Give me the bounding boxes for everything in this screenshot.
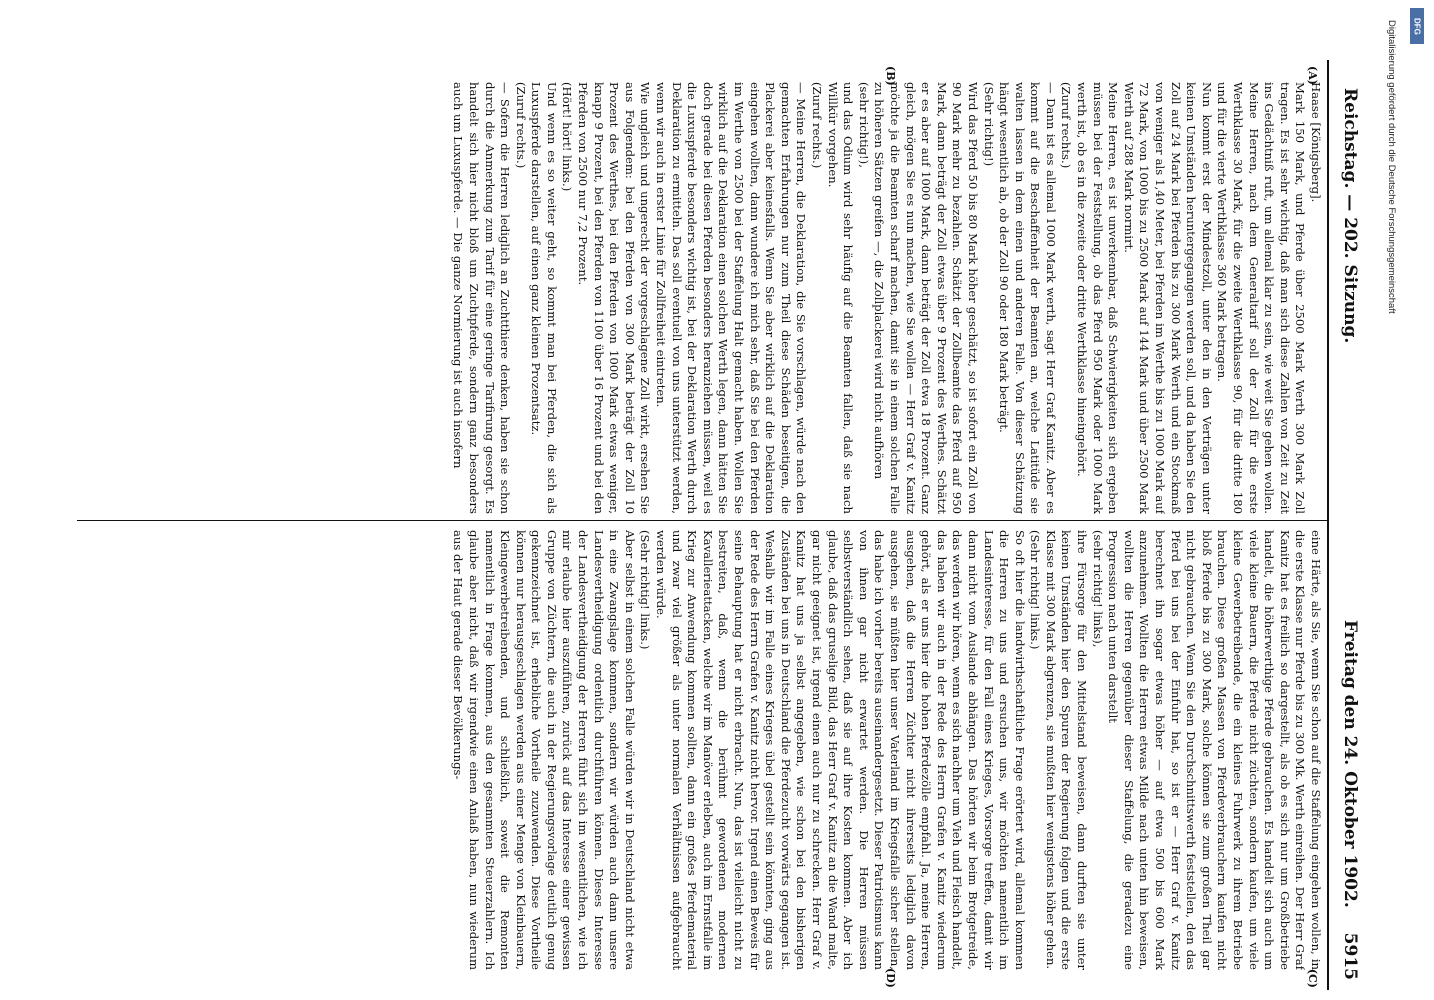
newspaper-page [77,60,1367,990]
margin-marker-d: (D) [884,968,897,988]
margin-marker-c: (C) [1306,968,1319,988]
running-header-date: Freitag den 24. Oktober 1902. [1340,620,1360,908]
margin-marker-a: (A) [1306,66,1319,85]
column-left-text: Haase [Königsberg]. Mark 150 Mark, und Pferde über 2500 Mark Werth 300 Mark Zoll tragen. Es ist sehr wichtig, daß man sich diese Zahlen von Zeit zu Zeit ins Gedächtniß ruft, um allemal klar zu sein, wie weit Sie gehen wollen. Meine Herren, nach dem Generaltarif soll der Zoll für die erste Werthklasse 30 Mark, für die zweite Werthklasse 90, für die dritte 180 und für die vierte Werthklasse 360 Mark betragen. Nun kommt erst der Mindestzoll, unter den in den Verträgen unter keinen Umständen heruntergegangen werden soll, und da haben Sie den Zoll auf 24 Mark bei Pferden bis zu 300 Mark Werth und ein Stockmaß von weniger als 1,40 Meter, bei Pferden im Werthe bis zu 1000 Mark auf 72 Mark, von 1000 bis zu 2500 Mark auf 144 Mark und über 2500 Mark Werth auf 288 Mark normirt. Meine Herren, es ist unverkennbar, daß Schwierigkeiten sich ergeben müssen bei der Feststellung, ob das Pferd 950 Mark oder 1000 Mark werth ist, ob es in die zweite oder dritte Werthklasse hineingehört. (Zuruf rechts.) — Dann ist es allemal 1000 Mark werth, sagt Herr Graf Kanitz. Aber es kommt auf die Beschaffenheit der Beamten an, welche Latitüde sie walten lassen in dem einen und anderen Falle. Von dieser Schätzung hängt wesentlich ab, ob der Zoll 90 oder 180 Mark beträgt. (Sehr richtig!) Wird das Pferd 50 bis 80 Mark höher geschätzt, so ist sofort ein Zoll von 90 Mark mehr zu bezahlen. Schätzt der Zollbeamte das Pferd auf 950 Mark, dann beträgt der Zoll etwas über 9 Prozent des Werthes. Schätzt er es aber auf 1000 Mark, dann beträgt der Zoll etwa 18 Prozent. Ganz gleich, mögen Sie es nun machen, wie Sie wollen — Herr Graf v. Kanitz möchte ja die Beamten scharf machen, damit sie in einem solchen Falle zu höheren Sätzen greifen —, die Zollplackerei wird nicht aufhören (sehr richtig!), und das Odium wird sehr häufig auf die Beamten fallen, daß sie nach Willkür vorgehen. (Zuruf rechts.) — Meine Herren, die Deklaration, die Sie vorschlagen, würde nach den gemachten Erfahrungen nur zum Theil diese Schäden beseitigen, die Plackerei aber keinesfalls. Wenn Sie aber wirklich auf die Deklaration eingehen wollten, dann wundere ich mich sehr, daß Sie bei den Pferden im Werthe von 2500 bei der Staffelung Halt gemacht haben. Wollen Sie wirklich auf die Deklaration einen solchen Werth legen, dann hätten Sie doch gerade bei diesen Pferden besonders heranziehen müssen, weil es die Luxuspferde besonders wichtig ist, bei der Deklaration Werth durch Deklaration zu ermitteln. Das soll eventuell von uns unterstützt werden, wenn wir auch in erster Linie für Zollfreiheit eintreten. Wie ungleich und ungerecht der vorgeschlagene Zoll wirkt, ersehen Sie aus Folgendem: bei den Pferden von 300 Mark beträgt der Zoll 10 Prozent des Werthes, bei den Pferden von 1000 Mark etwas weniger, knapp 9 Prozent, bei den Pferden von 1100 über 16 Prozent und bei den Pferden von 2500 nur 7,2 Prozent. (Hört! hört! links.) Und wenn es so weiter geht, so kommt man bei Pferden, die sich als Luxuspferde darstellen, auf einen ganz kleinen Prozentsatz. (Zuruf rechts.) — Sofern die Herren lediglich an Zuchtthiere denken, haben sie schon durch die Anmerkung zum Tarif für eine geringe Tarifirung gesorgt. Es handelt sich hier nicht bloß um Zuchtpferde, sondern ganz besonders auch um Luxuspferde. — Die ganze Normierung ist auch insofern [451,82,1323,514]
column-divider [77,520,1327,521]
dfg-logo: DFG [1410,8,1424,44]
text-column-right [443,530,1323,970]
digitization-credit: Digitalisierung gefördert durch die Deutsche Forschungsgemeinschaft [1386,20,1397,314]
text-column-left [443,82,1323,514]
page-number: 5915 [1340,932,1360,980]
column-right-text: eine Härte, als Sie, wenn Sie schon auf die Staffelung eingehen wollen, in die erste Klasse nur Pferde bis zu 300 Mk. Werth einreihen. Der Herr Graf Kanitz hat es freilich so dargestellt, als ob es sich nur um Großbetriebe handelt, die höherwerthige Pferde gebrauchen. Es handelt sich auch um viele kleine Bauern, die Pferde nicht züchten, sondern kaufen, um viele kleine Gewerbetreibende, die ein kleines Fuhrwerk zu ihrem Betriebe brauchen. Diese großen Massen von Pferdeverbrauchern kaufen nicht bloß Pferde bis zu 300 Mark, solche können sie zum großen Theil gar nicht gebrauchen. Wenn Sie den Durchschnittswerth feststellen, den das Pferd bei uns bei der Einfuhr hat, so ist er — Herr Graf v. Kanitz berechnet ihn sogar etwas höher — auf etwa 500 bis 600 Mark anzunehmen. Wollten die Herren etwas Milde nach unten hin beweisen, wollten die Herren gegenüber dieser Staffelung, die geradezu eine Progression nach unten darstellt (sehr richtig! links), ihre Fürsorge für den Mittelstand beweisen, dann durften sie unter keinen Umständen hier den Spuren der Regierung folgen und die erste Klasse mit 300 Mark abgrenzen, sie mußten hier wenigstens höher gehen. (Sehr richtig! links.) So oft hier die landwirthschaftliche Frage erörtert wird, allemal kommen die Herren zu uns und ersuchen uns, wir möchten namentlich im Landesinteresse, für den Fall eines Krieges, Vorsorge treffen, damit wir dann nicht vom Auslande abhängen. Das hörten wir beim Brotgetreide, das werden wir hören, wenn es sich nachher um Vieh und Fleisch handelt, das haben wir auch in der Rede des Herrn Grafen v. Kanitz wiederum gehört, als er uns hier die hohen Pferdezölle empfahl. Ja, meine Herren, ausgehen, daß die Herren Züchter nicht ihrerseits lediglich davon ausgehen, sie müßten hier unser Vaterland im Kriegsfalle sicher stellen, das habe ich vorher bereits auseinandergesetzt. Dieser Patriotismus kann von ihnen gar nicht erwartet werden. Die Herren müssen selbstverständlich sehen, daß sie auf ihre Kosten kommen. Aber ich glaube, daß das gruselige Bild, das Herr Graf v. Kanitz an die Wand malte, gar nicht geeignet ist, irgend einen auch nur zu schrecken. Herr Graf v. Kanitz hat uns ja selbst angegeben, wie schon bei den bisherigen Zuständen bei uns in Deutschland die Pferdezucht vorwärts gegangen ist. Weshalb wir im Falle eines Krieges übel gestellt sein könnten, ging aus der Rede des Herrn Grafen v. Kanitz nicht hervor. Irgend einen Beweis für seine Behauptung hat er nicht erbracht. Nun, das ist vielleicht nicht zu bestreiten, daß, wenn die berühmt gewordenen modernen Kavallerieattacken, welche wir im Manöver erleben, auch im Ernstfalle im Krieg zur Anwendung kommen sollten, dann ein großes Pferdematerial und zwar viel größer als unter normalen Verhältnissen aufgebraucht werden würde. (Sehr richtig! links.) Aber selbst in einem solchen Falle würden wir in Deutschland nicht etwa in eine Zwangslage kommen, sondern wir würden auch dann unsere Landesvertheidigung ordentlich durchführen können. Dieses Interesse der Landesvertheidigung der Herren führt sich im wesentlichen, wie ich mir erlaube hier auszuführen, zurück auf das Interesse einer gewissen Gruppe von Züchtern, die auch in der Regierungsvorlage deutlich genug gekennzeichnet ist, erhebliche Vortheile zuzuwenden. Diese Vortheile können nur herausgeschlagen werden aus einer Menge von Kleinbauern, Kleingewerbetreibenden, und schließlich, soweit die Remonten namentlich in Frage kommen, aus den gesammten Steuerzahlern. Ich glaube aber nicht, daß wir irgendwie einen Anlaß haben, nun wiederum aus der Haut gerade dieser Bevölkerungs- [451,530,1323,970]
margin-marker-b: (B) [884,66,897,86]
header-rule [1327,60,1329,990]
running-header-left: Reichstag. — 202. Sitzung. [1340,88,1360,344]
